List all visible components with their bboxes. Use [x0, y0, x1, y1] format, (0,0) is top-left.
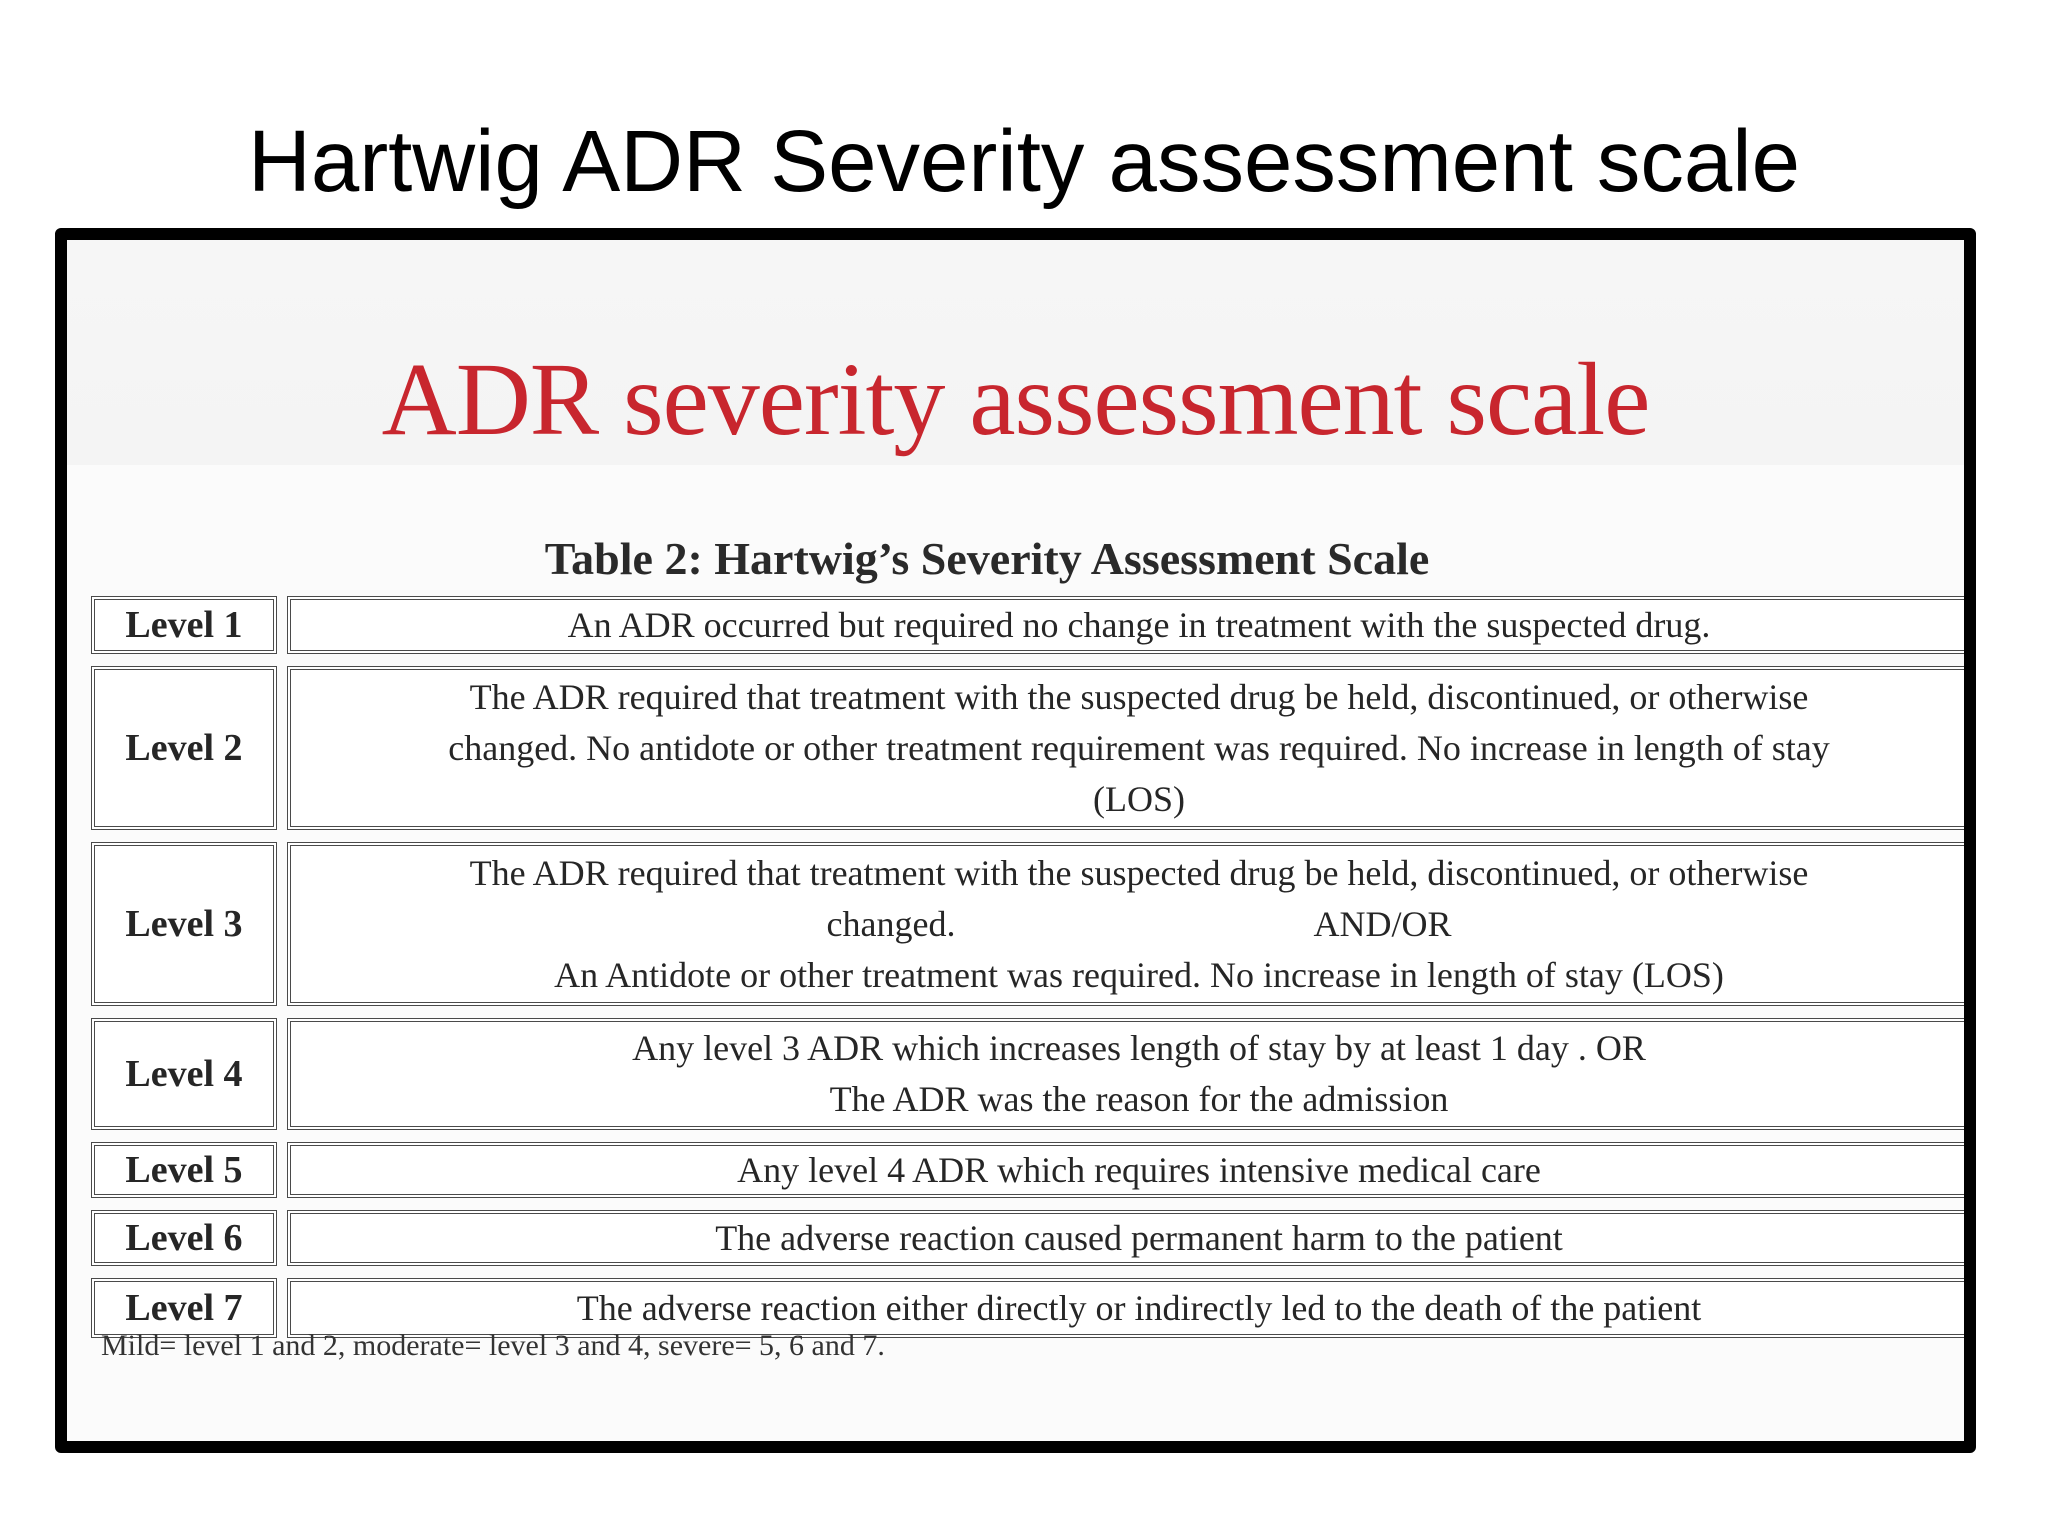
description-line: Any level 3 ADR which increases length of stay by at least 1 day . OR	[632, 1028, 1646, 1068]
description-line: (LOS)	[1093, 778, 1185, 819]
description-line: An ADR occurred but required no change in treatment with the suspected drug.	[567, 604, 1711, 645]
table-caption: Table 2: Hartwig’s Severity Assessment Scale	[544, 533, 1430, 584]
description-cell	[287, 842, 1976, 1006]
table-row	[91, 1142, 1976, 1198]
table-row	[91, 1018, 1976, 1130]
level-cell: Level 2	[91, 666, 277, 830]
image-heading: ADR severity assessment scale	[381, 342, 1650, 457]
embedded-image-frame	[55, 228, 1976, 1453]
slide-title: Hartwig ADR Severity assessment scale	[247, 113, 1801, 210]
description-line: An Antidote or other treatment was required. No increase in length of stay (LOS)	[554, 954, 1724, 995]
description-line: changed. No antidote or other treatment requirement was required. No increase in length of stay	[448, 727, 1830, 768]
description-line: The ADR required that treatment with the suspected drug be held, discontinued, or otherwise	[469, 852, 1809, 893]
description-cell	[287, 1142, 1976, 1198]
level-cell: Level 6	[91, 1210, 277, 1266]
description-line: The ADR required that treatment with the suspected drug be held, discontinued, or otherwise	[469, 676, 1809, 717]
description-cell	[287, 1210, 1976, 1266]
table-row	[91, 1210, 1976, 1266]
severity-table	[91, 596, 1976, 1350]
description-cell	[287, 666, 1976, 830]
table-row	[91, 842, 1976, 1006]
description-line: The adverse reaction caused permanent harm to the patient	[715, 1217, 1563, 1258]
level-cell: Level 4	[91, 1018, 277, 1130]
level-cell: Level 5	[91, 1142, 277, 1198]
table-footnote: Mild= level 1 and 2, moderate= level 3 and 4, severe= 5, 6 and 7.	[101, 1329, 885, 1362]
level-cell: Level 1	[91, 596, 277, 654]
table-row	[91, 666, 1976, 830]
table-row	[91, 596, 1976, 654]
level-cell: Level 7	[91, 1278, 277, 1338]
description-line: The adverse reaction either directly or indirectly led to the death of the patient	[576, 1287, 1702, 1328]
level-cell: Level 3	[91, 842, 277, 1006]
description-cell	[287, 596, 1976, 654]
description-cell	[287, 1018, 1976, 1130]
description-line: Any level 4 ADR which requires intensive medical care	[737, 1149, 1541, 1190]
description-line: The ADR was the reason for the admission	[829, 1079, 1449, 1119]
description-line: changed. AND/OR	[826, 903, 1452, 944]
